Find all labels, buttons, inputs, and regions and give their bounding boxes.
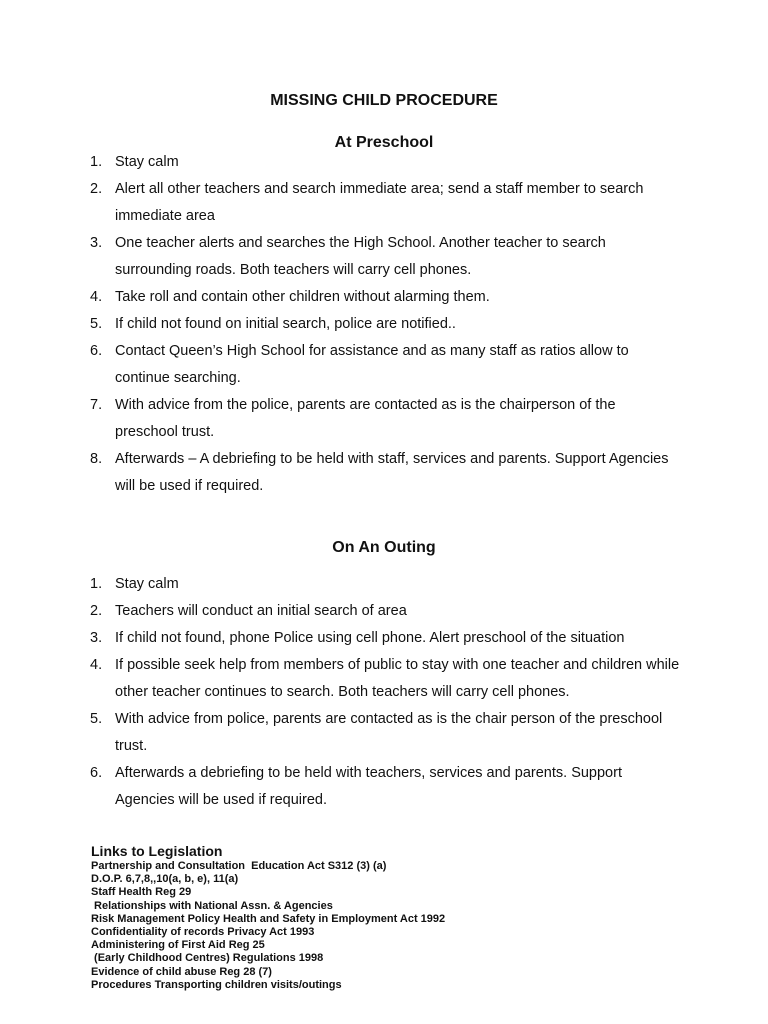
list-item xyxy=(90,598,680,625)
step-number: 5. xyxy=(90,711,103,727)
step-text: If child not found on initial search, police are notified.. xyxy=(115,316,456,332)
step-number: 3. xyxy=(90,630,103,646)
step-number: 6. xyxy=(90,765,103,781)
step-number: 1. xyxy=(90,576,103,592)
step-number: 2. xyxy=(90,603,103,619)
step-number: 4. xyxy=(90,289,103,305)
step-text: Teachers will conduct an initial search of area xyxy=(115,603,407,619)
step-number: 2. xyxy=(90,181,103,197)
step-number: 3. xyxy=(90,235,103,251)
step-text: Stay calm xyxy=(115,154,179,170)
list-item xyxy=(90,446,680,500)
step-text: Afterwards – A debriefing to be held with staff, services and parents. Support Agencies will be used if required. xyxy=(115,451,669,494)
legislation-item: Partnership and Consultation Education Act S312 (3) (a) xyxy=(91,860,387,872)
list-item xyxy=(90,625,680,652)
step-number: 7. xyxy=(90,397,103,413)
list-item xyxy=(90,311,680,338)
step-number: 5. xyxy=(90,316,103,332)
list-item xyxy=(90,760,680,814)
preschool-steps-list xyxy=(90,149,680,500)
step-text: Contact Queen’s High School for assistance and as many staff as ratios allow to continue searching. xyxy=(115,343,629,386)
step-text: If child not found, phone Police using cell phone. Alert preschool of the situation xyxy=(115,630,625,646)
list-item xyxy=(90,652,680,706)
step-text: Alert all other teachers and search immediate area; send a staff member to search immediate area xyxy=(115,181,644,224)
list-item xyxy=(90,338,680,392)
step-number: 6. xyxy=(90,343,103,359)
legislation-item: Risk Management Policy Health and Safety in Employment Act 1992 xyxy=(91,912,446,925)
legislation-item: Staff Health Reg 29 xyxy=(91,886,192,899)
section-heading-at-preschool: At Preschool xyxy=(334,134,434,151)
step-text: One teacher alerts and searches the High School. Another teacher to search surrounding roads. Both teachers will carry cell phones. xyxy=(115,235,606,278)
list-item xyxy=(90,392,680,446)
step-text: Afterwards a debriefing to be held with teachers, services and parents. Support Agencies will be used if required. xyxy=(115,765,622,808)
legislation-heading: Links to Legislation xyxy=(91,843,223,859)
legislation-list xyxy=(91,860,691,992)
list-item xyxy=(90,706,680,760)
legislation-item: Confidentiality of records Privacy Act 1993 xyxy=(91,926,315,939)
legislation-item: Procedures Transporting children visits/outings xyxy=(91,978,342,991)
section-heading-on-an-outing: On An Outing xyxy=(332,539,436,556)
step-text: Take roll and contain other children without alarming them. xyxy=(115,289,490,305)
legislation-item: Administering of First Aid Reg 25 xyxy=(91,939,265,952)
list-item xyxy=(90,230,680,284)
outing-steps-list xyxy=(90,571,680,814)
list-item xyxy=(90,176,680,230)
step-number: 4. xyxy=(90,657,103,673)
step-text: Stay calm xyxy=(115,576,179,592)
legislation-item: (Early Childhood Centres) Regulations 1998 xyxy=(91,952,324,965)
legislation-item: D.O.P. 6,7,8,,10(a, b, e), 11(a) xyxy=(91,873,239,886)
legislation-item: Evidence of child abuse Reg 28 (7) xyxy=(91,965,272,978)
step-text: With advice from police, parents are contacted as is the chair person of the preschool trust. xyxy=(115,711,663,754)
step-number: 1. xyxy=(90,154,103,170)
legislation-block xyxy=(91,843,691,992)
list-item xyxy=(90,571,680,598)
document-title: MISSING CHILD PROCEDURE xyxy=(270,92,498,109)
legislation-item: Relationships with National Assn. & Agencies xyxy=(91,899,333,912)
list-item xyxy=(90,149,680,176)
step-number: 8. xyxy=(90,451,103,467)
step-text: If possible seek help from members of public to stay with one teacher and children while other teacher continues to search. Both teachers will carry cell phones. xyxy=(115,657,680,700)
list-item xyxy=(90,284,680,311)
step-text: With advice from the police, parents are contacted as is the chairperson of the preschool trust. xyxy=(115,397,616,440)
